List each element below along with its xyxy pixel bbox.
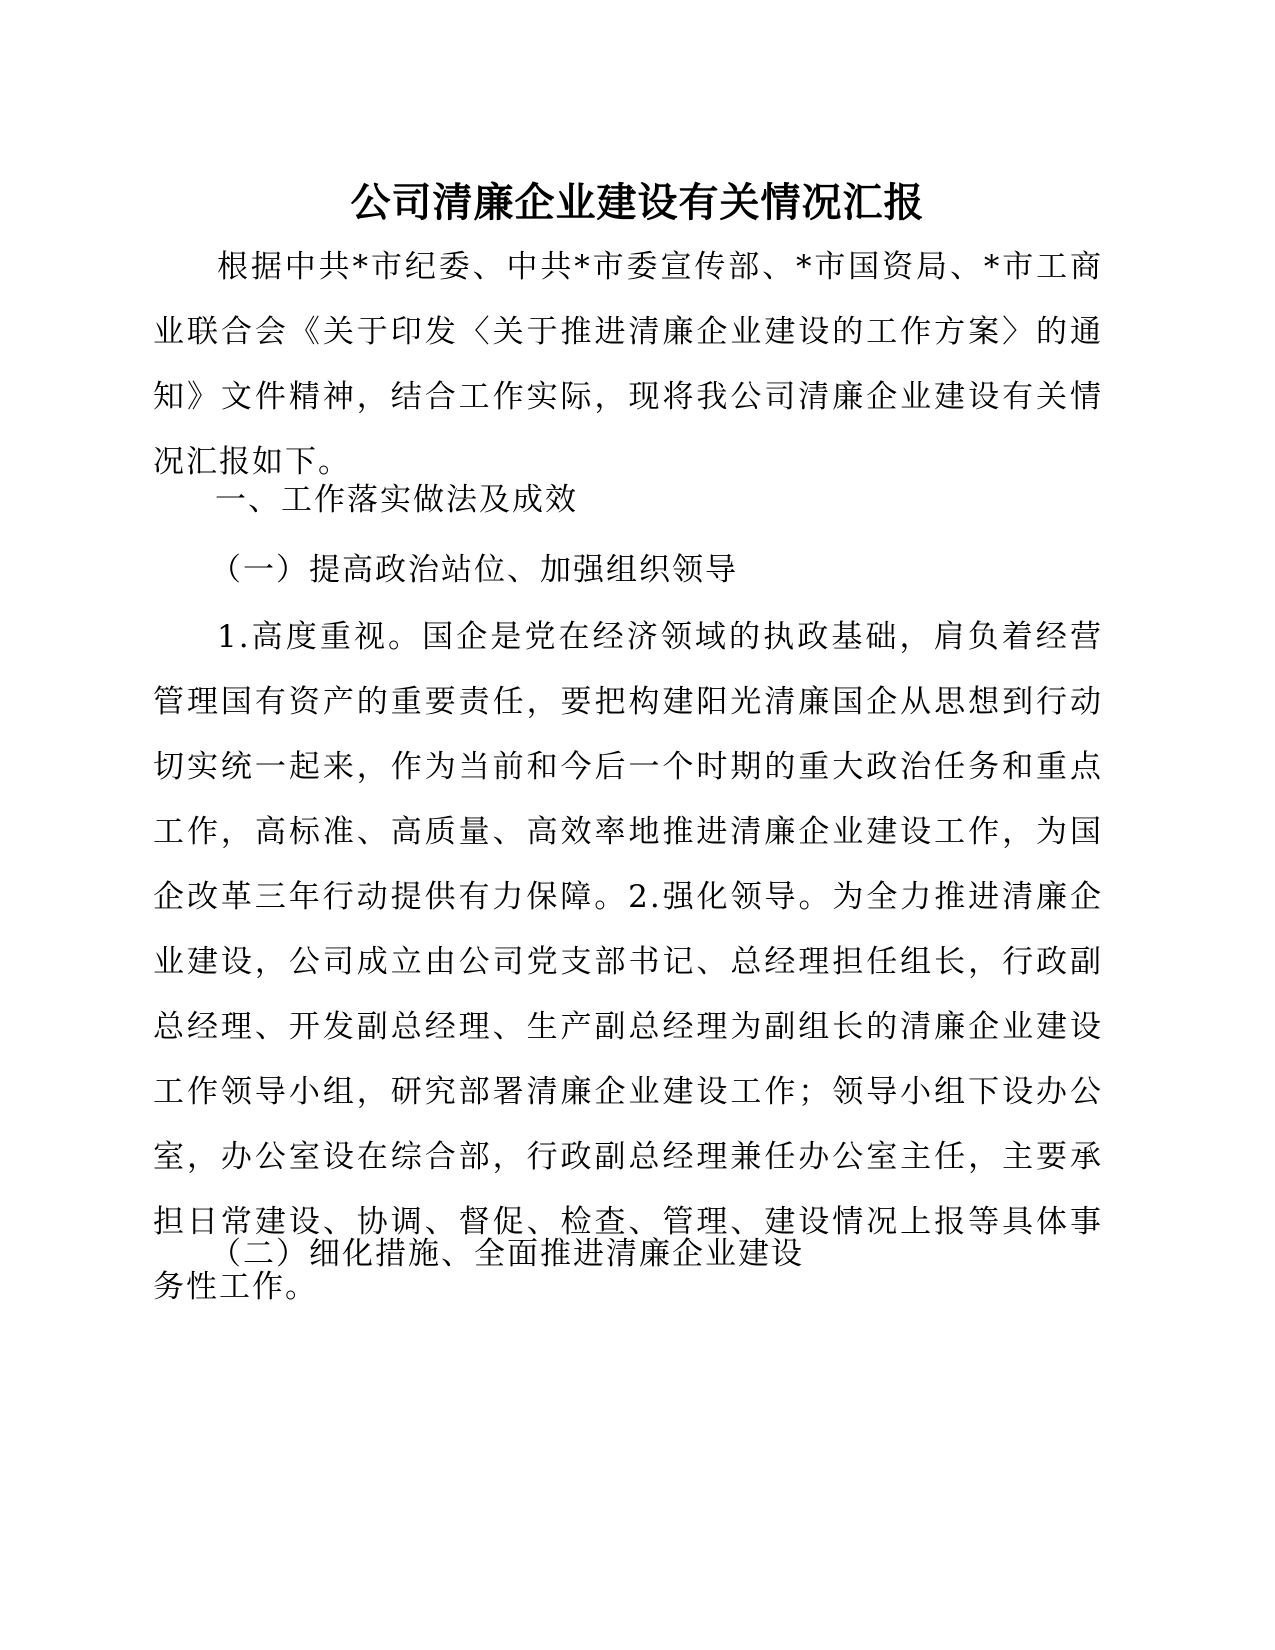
document-title: 公司清廉企业建设有关情况汇报 xyxy=(350,180,925,226)
subsection-heading-2: （二）细化措施、全面推进清廉企业建设 xyxy=(210,1236,804,1272)
subsection-heading-1: （一）提高政治站位、加强组织领导 xyxy=(210,552,738,588)
intro-paragraph: 根据中共*市纪委、中共*市委宣传部、*市国资局、*市工商业联合会《关于印发〈关于推进清廉企业建设的工作方案〉的通知》文件精神，结合工作实际，现将我公司清廉企业建设有关情况汇报如下。 xyxy=(153,249,1103,480)
section-heading-1: 一、工作落实做法及成效 xyxy=(215,482,578,518)
subsection-1-paragraph: 1.高度重视。国企是党在经济领域的执政基础，肩负着经营管理国有资产的重要责任，要把构建阳光清廉国企从思想到行动切实统一起来，作为当前和今后一个时期的重大政治任务和重点工作，高标准、高质量、高效率地推进清廉企业建设工作，为国企改革三年行动提供有力保障。2.强化领导。为全力推进清廉企业建设，公司成立由公司党支部书记、总经理担任组长，行政副总经理、开发副总经理、生产副总经理为副组长的清廉企业建设工作领导小组，研究部署清廉企业建设工作；领导小组下设办公室，办公室设在综合部，行政副总经理兼任办公室主任，主要承担日常建设、协调、督促、检查、管理、建设情况上报等具体事务性工作。 xyxy=(153,619,1103,1305)
